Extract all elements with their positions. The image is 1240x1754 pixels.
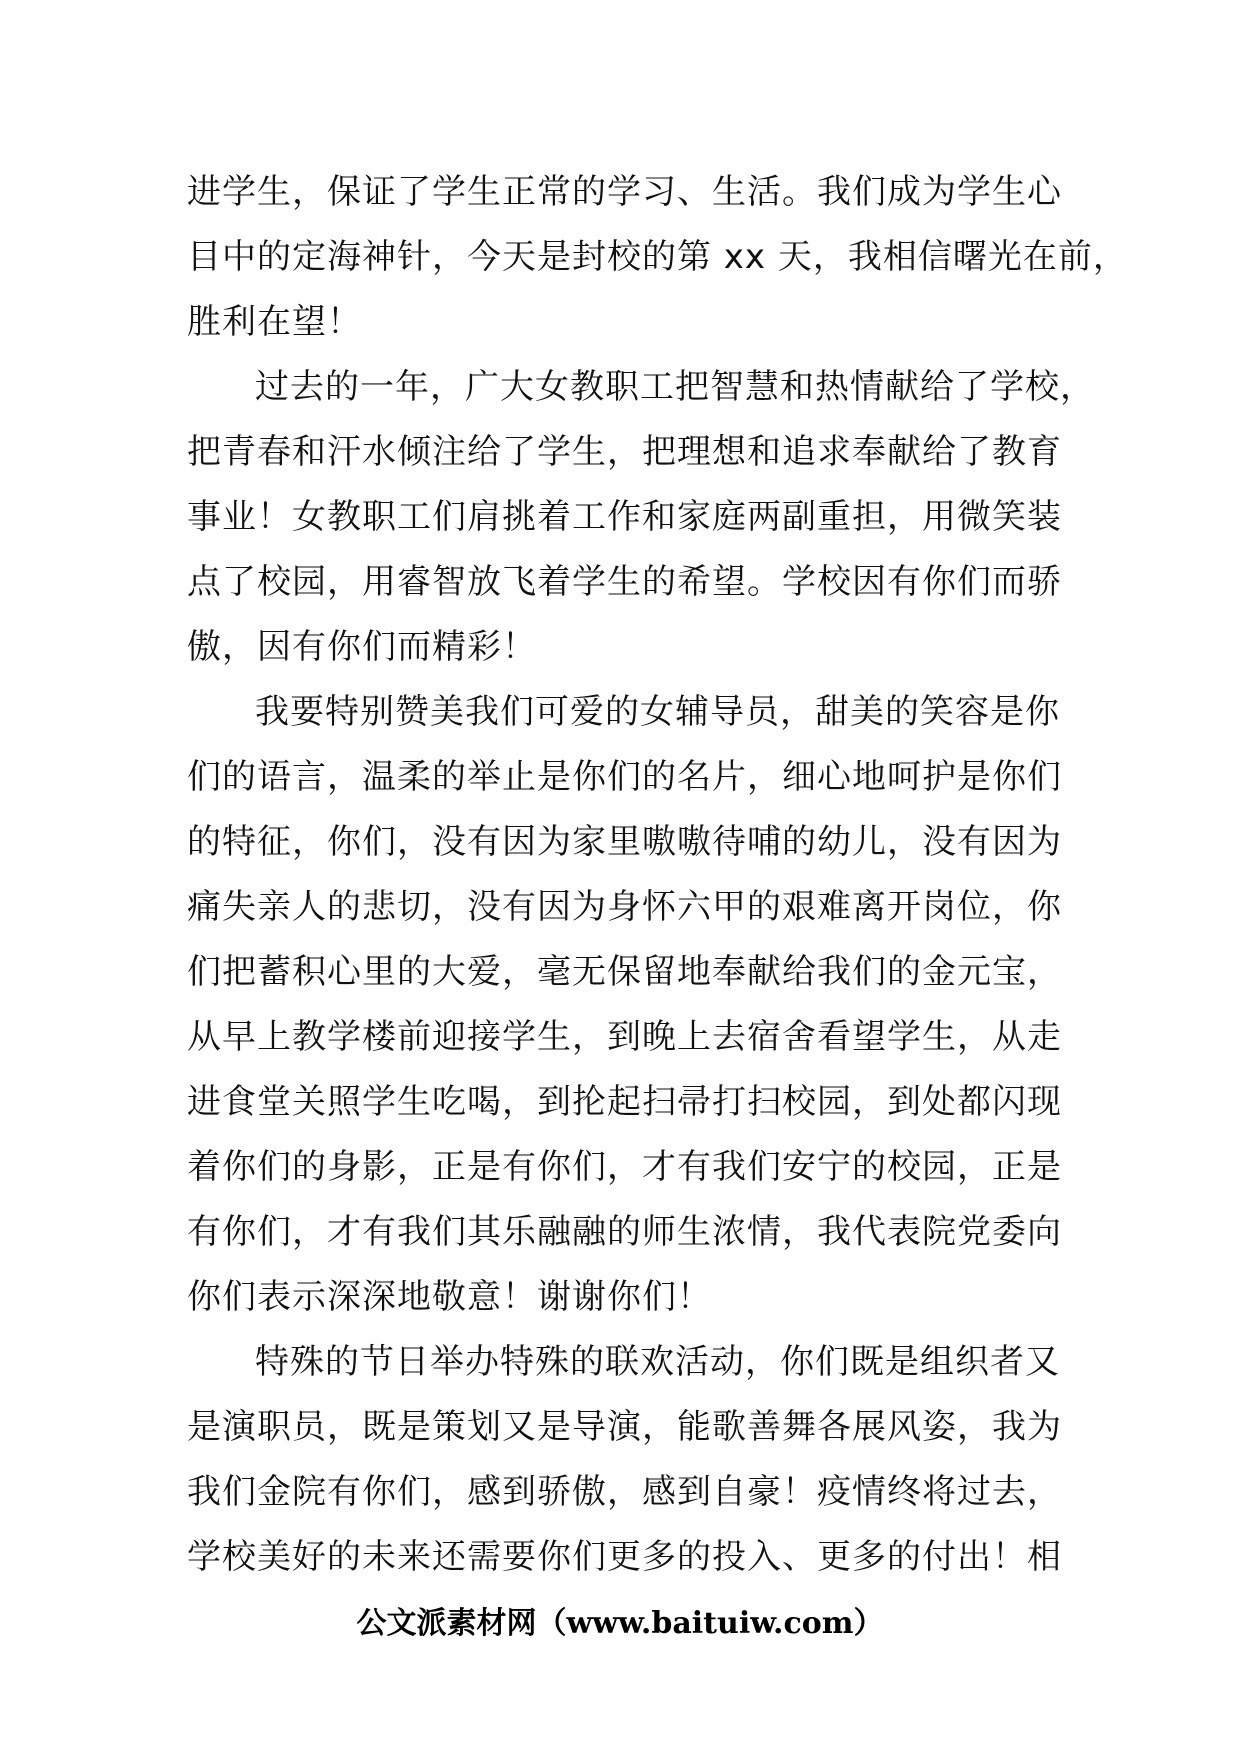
text-line: 着你们的身影，正是有你们，才有我们安宁的校园，正是 bbox=[187, 1147, 1062, 1187]
text-line: 们把蓄积心里的大爱，毫无保留地奉献给我们的金元宝， bbox=[187, 952, 1062, 992]
text-line: 们的语言，温柔的举止是你们的名片，细心地呵护是你们 bbox=[187, 757, 1062, 797]
text-line: 目中的定海神针，今天是封校的第 xx 天，我相信曙光在前， bbox=[187, 237, 1128, 277]
text-line: 点了校园，用睿智放飞着学生的希望。学校因有你们而骄 bbox=[187, 562, 1062, 602]
text-line: 学校美好的未来还需要你们更多的投入、更多的付出！相 bbox=[187, 1537, 1062, 1577]
text-line: 我们金院有你们，感到骄傲，感到自豪！疫情终将过去， bbox=[187, 1472, 1062, 1512]
text-line: 胜利在望！ bbox=[187, 302, 362, 342]
text-line: 进学生，保证了学生正常的学习、生活。我们成为学生心 bbox=[187, 172, 1062, 212]
text-line: 过去的一年，广大女教职工把智慧和热情献给了学校， bbox=[255, 367, 1095, 407]
text-line: 从早上教学楼前迎接学生，到晚上去宿舍看望学生，从走 bbox=[187, 1017, 1062, 1057]
text-line: 把青春和汗水倾注给了学生，把理想和追求奉献给了教育 bbox=[187, 432, 1062, 472]
footer-watermark: 公文派素材网（www.baituiw.com） bbox=[356, 1606, 884, 1641]
text-line: 进食堂关照学生吃喝，到抡起扫帚打扫校园，到处都闪现 bbox=[187, 1082, 1062, 1122]
text-line: 傲，因有你们而精彩！ bbox=[187, 627, 537, 667]
text-line: 有你们，才有我们其乐融融的师生浓情，我代表院党委向 bbox=[187, 1212, 1062, 1252]
text-line: 是演职员，既是策划又是导演，能歌善舞各展风姿，我为 bbox=[187, 1407, 1062, 1447]
body-text bbox=[187, 160, 1128, 1590]
text-line: 的特征，你们，没有因为家里嗷嗷待哺的幼儿，没有因为 bbox=[187, 822, 1062, 862]
text-line: 痛失亲人的悲切，没有因为身怀六甲的艰难离开岗位，你 bbox=[187, 887, 1062, 927]
text-line: 特殊的节日举办特殊的联欢活动，你们既是组织者又 bbox=[255, 1342, 1060, 1382]
text-line: 事业！女教职工们肩挑着工作和家庭两副重担，用微笑装 bbox=[187, 497, 1062, 537]
text-line: 你们表示深深地敬意！谢谢你们！ bbox=[187, 1277, 712, 1317]
text-line: 我要特别赞美我们可爱的女辅导员，甜美的笑容是你 bbox=[255, 692, 1060, 732]
